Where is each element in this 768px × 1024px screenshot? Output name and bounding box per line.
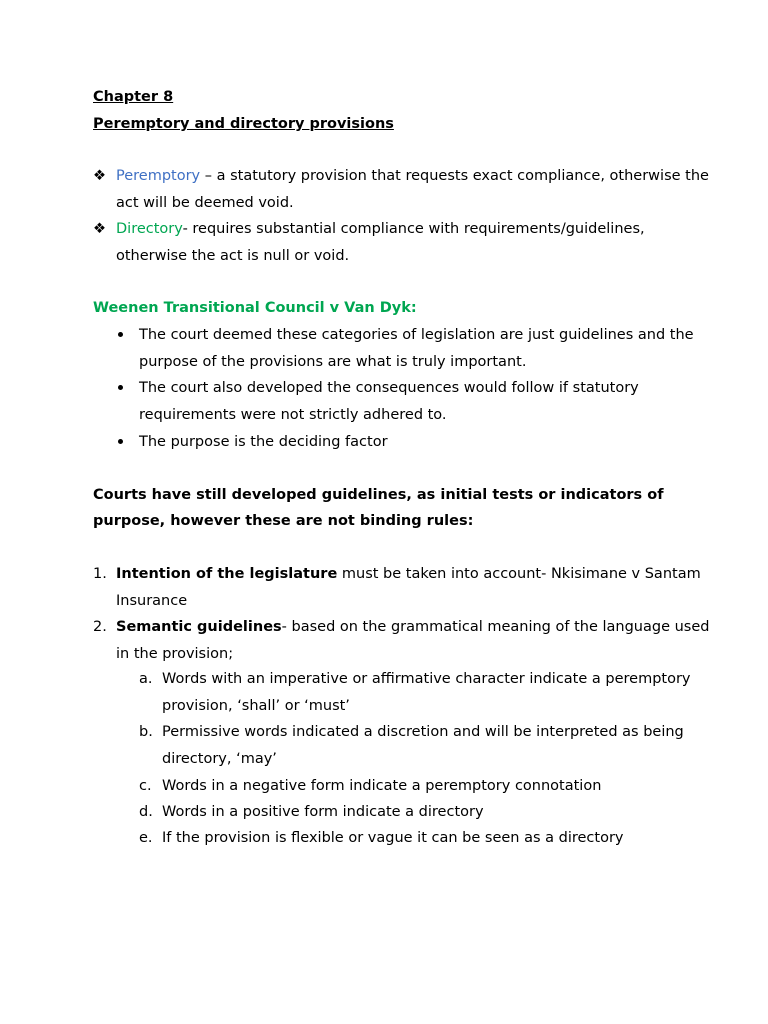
definition-peremptory-line1 [116, 167, 709, 185]
numbered-item-1-rest: must be taken into account- Nkisimane v Santam [337, 566, 701, 582]
sub-letter-b: b. [139, 724, 153, 740]
definition-peremptory-text: – a statutory provision that requests exact compliance, otherwise the [200, 168, 709, 184]
definition-directory-line2: otherwise the act is null or void. [116, 248, 350, 264]
case-bullet-2-line1: The court also developed the consequences would follow if statutory [139, 380, 639, 396]
bullet-dot-icon [118, 439, 123, 444]
sub-letter-c: c. [139, 778, 152, 794]
definition-directory-text: - requires substantial compliance with requirements/guidelines, [182, 221, 645, 237]
definition-directory-line1 [116, 220, 645, 238]
numbered-item-2-bold: Semantic guidelines [116, 619, 282, 635]
numbered-item-1-bold: Intention of the legislature [116, 566, 338, 582]
sub-item-b-line2: directory, ‘may’ [162, 751, 277, 767]
sub-letter-e: e. [139, 830, 153, 846]
sub-item-c-line1: Words in a negative form indicate a peremptory connotation [162, 778, 602, 794]
sub-item-d-line1: Words in a positive form indicate a directory [162, 804, 484, 820]
case-bullet-3-line1: The purpose is the deciding factor [139, 434, 388, 450]
sub-item-a-line1: Words with an imperative or affirmative character indicate a peremptory [162, 671, 691, 687]
numbered-item-2-rest: - based on the grammatical meaning of the language used [281, 619, 710, 635]
courts-line2: purpose, however these are not binding rules: [93, 513, 474, 529]
sub-letter-d: d. [139, 804, 153, 820]
case-bullet-1-line2: purpose of the provisions are what is truly important. [139, 354, 527, 370]
sub-letter-a: a. [139, 671, 153, 687]
numbered-item-1-line1 [116, 565, 701, 583]
bullet-dot-icon [118, 385, 123, 390]
case-bullet-2-line2: requirements were not strictly adhered to. [139, 407, 447, 423]
list-number-2: 2. [93, 619, 107, 635]
numbered-item-1-line2: Insurance [116, 593, 188, 609]
sub-item-a-line2: provision, ‘shall’ or ‘must’ [162, 698, 350, 714]
sub-item-e-line1: If the provision is flexible or vague it can be seen as a directory [162, 830, 624, 846]
sub-item-b-line1: Permissive words indicated a discretion and will be interpreted as being [162, 724, 684, 740]
numbered-item-2-line1 [116, 618, 709, 636]
definition-peremptory-line2: act will be deemed void. [116, 195, 294, 211]
case-bullet-1-line1: The court deemed these categories of legislation are just guidelines and the [139, 327, 694, 343]
numbered-item-2-line2: in the provision; [116, 646, 234, 662]
diamond-bullet-icon: ❖ [93, 168, 106, 184]
chapter-heading: Chapter 8 [93, 89, 174, 105]
term-directory: Directory [116, 221, 183, 237]
bullet-dot-icon [118, 332, 123, 337]
courts-line1: Courts have still developed guidelines, as initial tests or indicators of [93, 487, 664, 503]
section-title: Peremptory and directory provisions [93, 116, 394, 132]
diamond-bullet-icon: ❖ [93, 221, 106, 237]
term-peremptory: Peremptory [116, 168, 201, 184]
list-number-1: 1. [93, 566, 107, 582]
case-title: Weenen Transitional Council v Van Dyk: [93, 300, 417, 316]
